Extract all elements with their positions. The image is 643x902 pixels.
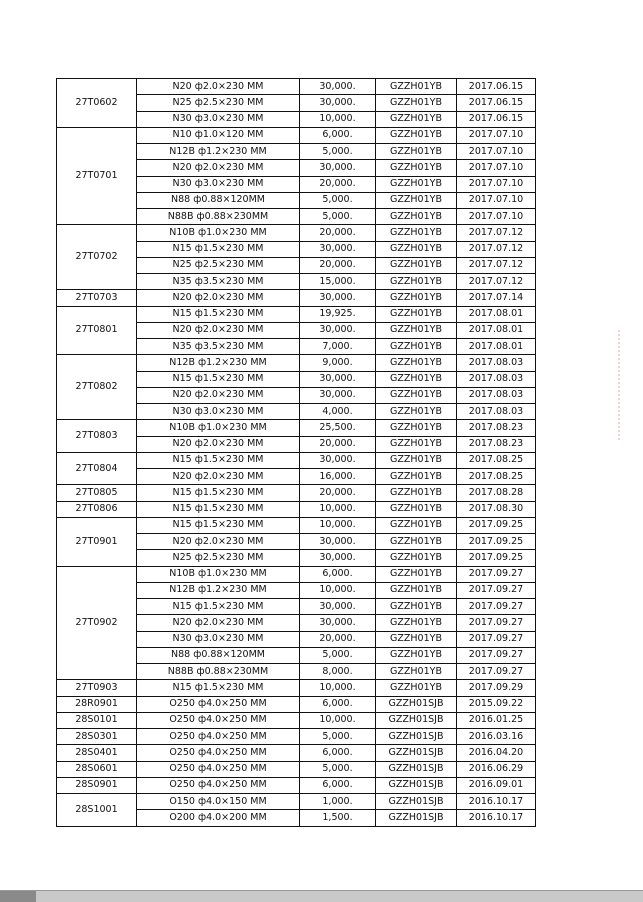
date-cell: 2016.09.01 [457, 777, 536, 793]
spec-cell: O250 ф4.0×250 MM [137, 777, 300, 793]
table-row [57, 355, 536, 371]
code-cell: GZZH01YB [376, 534, 457, 550]
scrollbar-thumb[interactable] [0, 891, 36, 902]
spec-cell: O200 ф4.0×200 MM [137, 810, 300, 826]
table-row [57, 761, 536, 777]
lot-number-cell: 28S0401 [57, 745, 137, 761]
code-cell: GZZH01YB [376, 664, 457, 680]
quantity-cell: 10,000. [300, 111, 376, 127]
code-cell: GZZH01SJB [376, 810, 457, 826]
quantity-cell: 20,000. [300, 436, 376, 452]
date-cell: 2017.08.01 [457, 306, 536, 322]
date-cell: 2017.08.03 [457, 404, 536, 420]
code-cell: GZZH01YB [376, 339, 457, 355]
date-cell: 2017.08.28 [457, 485, 536, 501]
spec-cell: N25 ф2.5×230 MM [137, 257, 300, 273]
spec-cell: N12B ф1.2×230 MM [137, 144, 300, 160]
spec-cell: N30 ф3.0×230 MM [137, 111, 300, 127]
spec-cell: N88 ф0.88×120MM [137, 647, 300, 663]
date-cell: 2017.07.12 [457, 257, 536, 273]
code-cell: GZZH01YB [376, 306, 457, 322]
lot-number-cell: 27T0802 [57, 355, 137, 420]
table-row [57, 501, 536, 517]
spec-cell: N30 ф3.0×230 MM [137, 176, 300, 192]
spec-cell: N12B ф1.2×230 MM [137, 582, 300, 598]
quantity-cell: 6,000. [300, 777, 376, 793]
spec-cell: N30 ф3.0×230 MM [137, 404, 300, 420]
date-cell: 2017.07.12 [457, 274, 536, 290]
spec-cell: N10B ф1.0×230 MM [137, 225, 300, 241]
code-cell: GZZH01SJB [376, 777, 457, 793]
date-cell: 2017.09.27 [457, 582, 536, 598]
date-cell: 2016.03.16 [457, 729, 536, 745]
quantity-cell: 6,000. [300, 127, 376, 143]
quantity-cell: 5,000. [300, 192, 376, 208]
quantity-cell: 5,000. [300, 144, 376, 160]
date-cell: 2017.07.10 [457, 209, 536, 225]
code-cell: GZZH01YB [376, 469, 457, 485]
code-cell: GZZH01YB [376, 599, 457, 615]
code-cell: GZZH01YB [376, 420, 457, 436]
code-cell: GZZH01YB [376, 436, 457, 452]
date-cell: 2017.08.03 [457, 387, 536, 403]
code-cell: GZZH01YB [376, 241, 457, 257]
date-cell: 2017.08.03 [457, 355, 536, 371]
lot-number-cell: 27T0801 [57, 306, 137, 355]
date-cell: 2017.07.10 [457, 160, 536, 176]
quantity-cell: 5,000. [300, 729, 376, 745]
spec-cell: N10B ф1.0×230 MM [137, 420, 300, 436]
table-row [57, 712, 536, 728]
shipment-table-body [57, 79, 536, 827]
table-row [57, 696, 536, 712]
code-cell: GZZH01YB [376, 209, 457, 225]
date-cell: 2017.09.27 [457, 664, 536, 680]
code-cell: GZZH01YB [376, 501, 457, 517]
code-cell: GZZH01YB [376, 111, 457, 127]
lot-number-cell: 27T0901 [57, 517, 137, 566]
quantity-cell: 4,000. [300, 404, 376, 420]
lot-number-cell: 27T0805 [57, 485, 137, 501]
spec-cell: N15 ф1.5×230 MM [137, 485, 300, 501]
code-cell: GZZH01YB [376, 322, 457, 338]
lot-number-cell: 28S0101 [57, 712, 137, 728]
date-cell: 2017.09.27 [457, 631, 536, 647]
date-cell: 2017.09.25 [457, 550, 536, 566]
lot-number-cell: 28S0301 [57, 729, 137, 745]
code-cell: GZZH01YB [376, 274, 457, 290]
code-cell: GZZH01SJB [376, 761, 457, 777]
spec-cell: N88B ф0.88×230MM [137, 664, 300, 680]
date-cell: 2017.07.14 [457, 290, 536, 306]
code-cell: GZZH01SJB [376, 745, 457, 761]
code-cell: GZZH01YB [376, 615, 457, 631]
table-row [57, 225, 536, 241]
spec-cell: N25 ф2.5×230 MM [137, 95, 300, 111]
code-cell: GZZH01YB [376, 550, 457, 566]
code-cell: GZZH01YB [376, 582, 457, 598]
quantity-cell: 10,000. [300, 712, 376, 728]
quantity-cell: 20,000. [300, 631, 376, 647]
table-row [57, 79, 536, 95]
quantity-cell: 16,000. [300, 469, 376, 485]
date-cell: 2017.09.27 [457, 615, 536, 631]
quantity-cell: 30,000. [300, 95, 376, 111]
date-cell: 2017.07.10 [457, 176, 536, 192]
table-row [57, 745, 536, 761]
spec-cell: N20 ф2.0×230 MM [137, 534, 300, 550]
quantity-cell: 30,000. [300, 534, 376, 550]
date-cell: 2016.10.17 [457, 794, 536, 810]
spec-cell: O150 ф4.0×150 MM [137, 794, 300, 810]
spec-cell: N88B ф0.88×230MM [137, 209, 300, 225]
date-cell: 2017.07.10 [457, 144, 536, 160]
date-cell: 2016.01.25 [457, 712, 536, 728]
code-cell: GZZH01SJB [376, 696, 457, 712]
viewer-scrollbar[interactable] [0, 890, 643, 902]
date-cell: 2017.08.23 [457, 420, 536, 436]
code-cell: GZZH01YB [376, 680, 457, 696]
quantity-cell: 30,000. [300, 452, 376, 468]
lot-number-cell: 28R0901 [57, 696, 137, 712]
table-row [57, 794, 536, 810]
code-cell: GZZH01YB [376, 160, 457, 176]
spec-cell: O250 ф4.0×250 MM [137, 712, 300, 728]
lot-number-cell: 28S1001 [57, 794, 137, 827]
date-cell: 2016.06.29 [457, 761, 536, 777]
quantity-cell: 10,000. [300, 501, 376, 517]
spec-cell: N15 ф1.5×230 MM [137, 371, 300, 387]
quantity-cell: 15,000. [300, 274, 376, 290]
lot-number-cell: 27T0602 [57, 79, 137, 128]
lot-number-cell: 27T0701 [57, 127, 137, 225]
spec-cell: N20 ф2.0×230 MM [137, 615, 300, 631]
lot-number-cell: 27T0903 [57, 680, 137, 696]
quantity-cell: 30,000. [300, 615, 376, 631]
code-cell: GZZH01YB [376, 371, 457, 387]
quantity-cell: 6,000. [300, 566, 376, 582]
code-cell: GZZH01SJB [376, 794, 457, 810]
spec-cell: N20 ф2.0×230 MM [137, 79, 300, 95]
lot-number-cell: 27T0902 [57, 566, 137, 680]
date-cell: 2017.07.12 [457, 225, 536, 241]
quantity-cell: 30,000. [300, 371, 376, 387]
quantity-cell: 1,000. [300, 794, 376, 810]
spec-cell: N10B ф1.0×230 MM [137, 566, 300, 582]
code-cell: GZZH01YB [376, 517, 457, 533]
code-cell: GZZH01SJB [376, 729, 457, 745]
lot-number-cell: 27T0806 [57, 501, 137, 517]
quantity-cell: 30,000. [300, 79, 376, 95]
spec-cell: N20 ф2.0×230 MM [137, 436, 300, 452]
spec-cell: N20 ф2.0×230 MM [137, 387, 300, 403]
date-cell: 2017.07.10 [457, 127, 536, 143]
quantity-cell: 10,000. [300, 680, 376, 696]
date-cell: 2016.10.17 [457, 810, 536, 826]
spec-cell: O250 ф4.0×250 MM [137, 696, 300, 712]
date-cell: 2017.06.15 [457, 79, 536, 95]
quantity-cell: 30,000. [300, 290, 376, 306]
code-cell: GZZH01YB [376, 631, 457, 647]
date-cell: 2017.08.30 [457, 501, 536, 517]
lot-number-cell: 28S0601 [57, 761, 137, 777]
code-cell: GZZH01YB [376, 127, 457, 143]
date-cell: 2017.08.01 [457, 339, 536, 355]
table-row [57, 420, 536, 436]
code-cell: GZZH01YB [376, 404, 457, 420]
date-cell: 2017.08.23 [457, 436, 536, 452]
date-cell: 2017.09.27 [457, 599, 536, 615]
spec-cell: N15 ф1.5×230 MM [137, 241, 300, 257]
quantity-cell: 5,000. [300, 209, 376, 225]
quantity-cell: 5,000. [300, 647, 376, 663]
lot-number-cell: 28S0901 [57, 777, 137, 793]
lot-number-cell: 27T0804 [57, 452, 137, 485]
code-cell: GZZH01YB [376, 452, 457, 468]
quantity-cell: 30,000. [300, 387, 376, 403]
quantity-cell: 20,000. [300, 176, 376, 192]
code-cell: GZZH01YB [376, 176, 457, 192]
table-row [57, 517, 536, 533]
spec-cell: N15 ф1.5×230 MM [137, 680, 300, 696]
shipment-table [56, 78, 536, 827]
spec-cell: N35 ф3.5×230 MM [137, 339, 300, 355]
spec-cell: N15 ф1.5×230 MM [137, 306, 300, 322]
spec-cell: O250 ф4.0×250 MM [137, 729, 300, 745]
table-row [57, 485, 536, 501]
quantity-cell: 30,000. [300, 550, 376, 566]
table-row [57, 566, 536, 582]
code-cell: GZZH01YB [376, 290, 457, 306]
table-row [57, 127, 536, 143]
quantity-cell: 9,000. [300, 355, 376, 371]
quantity-cell: 6,000. [300, 696, 376, 712]
date-cell: 2017.08.01 [457, 322, 536, 338]
date-cell: 2017.09.25 [457, 517, 536, 533]
table-row [57, 680, 536, 696]
date-cell: 2015.09.22 [457, 696, 536, 712]
quantity-cell: 20,000. [300, 485, 376, 501]
spec-cell: O250 ф4.0×250 MM [137, 745, 300, 761]
spec-cell: N20 ф2.0×230 MM [137, 469, 300, 485]
code-cell: GZZH01YB [376, 355, 457, 371]
table-row [57, 306, 536, 322]
code-cell: GZZH01YB [376, 192, 457, 208]
quantity-cell: 30,000. [300, 322, 376, 338]
date-cell: 2017.08.25 [457, 469, 536, 485]
code-cell: GZZH01YB [376, 225, 457, 241]
quantity-cell: 30,000. [300, 599, 376, 615]
spec-cell: N15 ф1.5×230 MM [137, 501, 300, 517]
table-row [57, 777, 536, 793]
table-row [57, 729, 536, 745]
date-cell: 2017.09.27 [457, 647, 536, 663]
lot-number-cell: 27T0703 [57, 290, 137, 306]
date-cell: 2017.08.25 [457, 452, 536, 468]
spec-cell: N20 ф2.0×230 MM [137, 290, 300, 306]
spec-cell: N15 ф1.5×230 MM [137, 452, 300, 468]
stamp-mark [618, 330, 642, 440]
spec-cell: O250 ф4.0×250 MM [137, 761, 300, 777]
date-cell: 2017.08.03 [457, 371, 536, 387]
quantity-cell: 20,000. [300, 225, 376, 241]
spec-cell: N30 ф3.0×230 MM [137, 631, 300, 647]
lot-number-cell: 27T0702 [57, 225, 137, 290]
quantity-cell: 30,000. [300, 160, 376, 176]
date-cell: 2017.07.12 [457, 241, 536, 257]
quantity-cell: 19,925. [300, 306, 376, 322]
quantity-cell: 30,000. [300, 241, 376, 257]
date-cell: 2017.06.15 [457, 95, 536, 111]
date-cell: 2017.09.27 [457, 566, 536, 582]
quantity-cell: 7,000. [300, 339, 376, 355]
table-row [57, 452, 536, 468]
date-cell: 2017.06.15 [457, 111, 536, 127]
code-cell: GZZH01YB [376, 95, 457, 111]
spec-cell: N20 ф2.0×230 MM [137, 322, 300, 338]
code-cell: GZZH01YB [376, 485, 457, 501]
code-cell: GZZH01YB [376, 387, 457, 403]
quantity-cell: 10,000. [300, 517, 376, 533]
quantity-cell: 5,000. [300, 761, 376, 777]
code-cell: GZZH01YB [376, 144, 457, 160]
code-cell: GZZH01YB [376, 79, 457, 95]
spec-cell: N15 ф1.5×230 MM [137, 517, 300, 533]
spec-cell: N35 ф3.5×230 MM [137, 274, 300, 290]
lot-number-cell: 27T0803 [57, 420, 137, 453]
spec-cell: N20 ф2.0×230 MM [137, 160, 300, 176]
spec-cell: N25 ф2.5×230 MM [137, 550, 300, 566]
quantity-cell: 10,000. [300, 582, 376, 598]
code-cell: GZZH01YB [376, 647, 457, 663]
quantity-cell: 8,000. [300, 664, 376, 680]
code-cell: GZZH01YB [376, 257, 457, 273]
date-cell: 2017.09.29 [457, 680, 536, 696]
quantity-cell: 20,000. [300, 257, 376, 273]
quantity-cell: 6,000. [300, 745, 376, 761]
table-row [57, 290, 536, 306]
spec-cell: N10 ф1.0×120 MM [137, 127, 300, 143]
quantity-cell: 25,500. [300, 420, 376, 436]
spec-cell: N88 ф0.88×120MM [137, 192, 300, 208]
code-cell: GZZH01SJB [376, 712, 457, 728]
date-cell: 2016.04.20 [457, 745, 536, 761]
spec-cell: N12B ф1.2×230 MM [137, 355, 300, 371]
date-cell: 2017.09.25 [457, 534, 536, 550]
quantity-cell: 1,500. [300, 810, 376, 826]
date-cell: 2017.07.10 [457, 192, 536, 208]
code-cell: GZZH01YB [376, 566, 457, 582]
spec-cell: N15 ф1.5×230 MM [137, 599, 300, 615]
